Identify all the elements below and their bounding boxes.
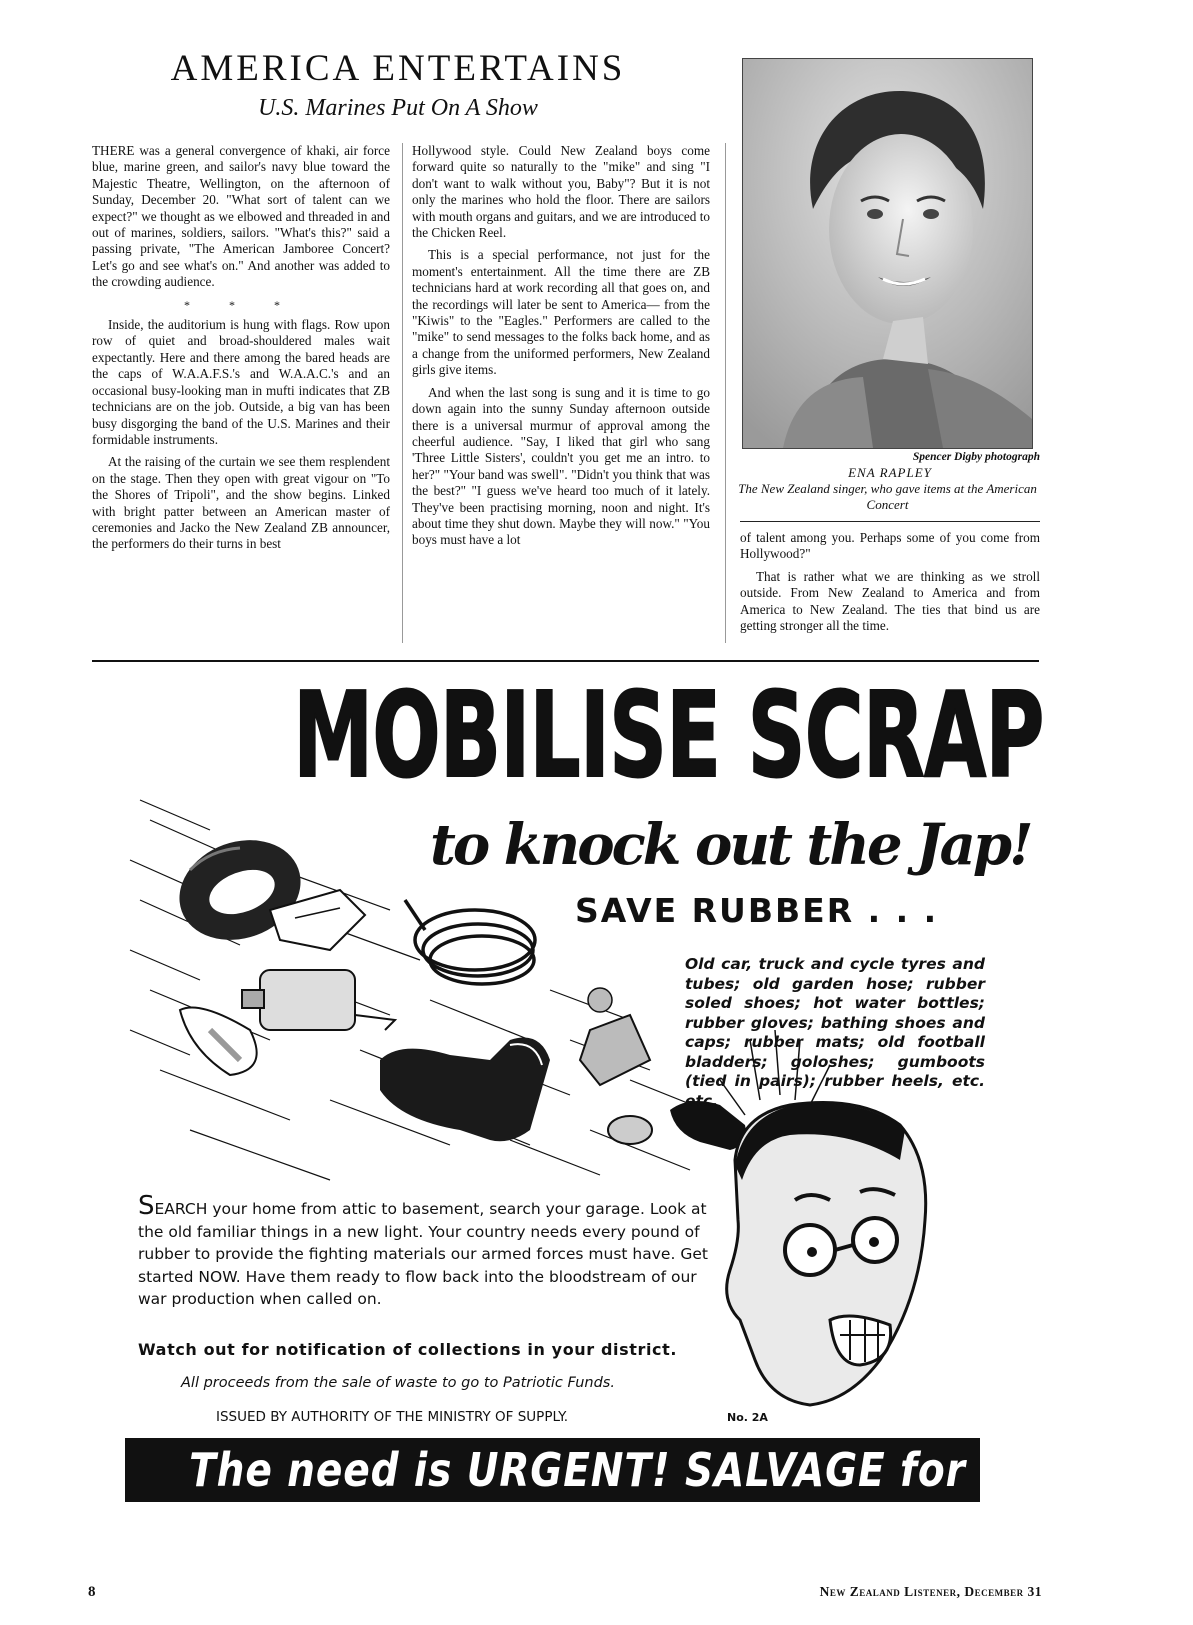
rubber-heel-icon — [608, 1116, 652, 1144]
caption-divider — [740, 521, 1040, 522]
article-paragraph: And when the last song is sung and it is time to go down again into the sunny Sunday afternoon outside there is a universal murmur of approval among the cheerful audience. "Say, I liked that girl who sang 'Three Little Sisters', couldn't you get me an intro. to her?" "Your band was swell". "Didn't you think that was the best?" "I guess we've heard too much of it lately. They've been practising morning, noon and night. It's about time they shut down. Maybe they will now." "You boys must have a lot — [412, 384, 710, 548]
portrait-illustration — [743, 59, 1032, 448]
ad-proceeds-note: All proceeds from the sale of waste to go to Patriotic Funds. — [181, 1375, 615, 1391]
column-divider — [725, 143, 726, 643]
article-paragraph: Inside, the auditorium is hung with flags. Row upon row of quiet and broad-shouldered males wait expectantly. Here and there among the bared heads are the caps of W.A.A.F.S.'s and W.A.A.C.'s and an occasional busy-looking man in mufti indicates that ZB technicians are on the job. Outside, a big van has been busy disgorging the band of the U.S. Marines and their formidable instruments. — [92, 317, 390, 447]
ad-body-initial: S — [138, 1191, 155, 1221]
hot-water-bottle-icon — [242, 970, 395, 1030]
section-separator: * * * — [184, 297, 298, 312]
ad-body-text — [138, 1191, 708, 1311]
page-number: 8 — [88, 1584, 96, 1600]
article-paragraph: That is rather what we are thinking as we stroll outside. From New Zealand to America and from America to New Zealand. The ties that bind us are getting stronger all the time. — [740, 568, 1040, 634]
ad-headline: MOBILISE SCRAP — [293, 666, 1044, 804]
photo-caption: The New Zealand singer, who gave items at the American Concert — [738, 481, 1037, 512]
football-bladder-icon — [588, 988, 612, 1012]
ad-save-rubber: SAVE RUBBER . . . — [575, 891, 939, 930]
photo-subject-name: ENA RAPLEY — [848, 465, 932, 480]
article-column-2 — [412, 143, 710, 555]
ad-watch-notice: Watch out for notification of collections in your district. — [138, 1340, 678, 1359]
ad-rubber-items-list: Old car, truck and cycle tyres and tubes; old garden hose; rubber soled shoes; hot water bottles; rubber gloves; bathing shoes and caps; rubber mats; old football bladders; goloshes; gumboots (tied in pairs); rubber heels, etc. etc. — [685, 955, 985, 1110]
article-paragraph: Hollywood style. Could New Zealand boys come forward quite so naturally to the "mike" and sing "I don't want to walk without you, Baby"? But it is not only the marines who hold the floor. There are sailors with mouth organs and guitars, and we are introduced to the Chicken Reel. — [412, 143, 710, 241]
article-paragraph: THERE was a general convergence of khaki, air force blue, marine green, and sailor's navy blue toward the Majestic Theatre, Wellington, on the afternoon of Sunday, December 20. "What sort of talent can we expect?" we thought as we elbowed and threaded in and out of marines, soldiers, sailors. "What's this?" said a passing private, "The American Jamboree Concert? Let's go and see what's on." And another was added to the crowding audience. — [92, 143, 390, 290]
caricature-head-icon — [727, 1103, 926, 1406]
photo-credit: Spencer Digby photograph — [912, 451, 1040, 463]
article-subheadline: U.S. Marines Put On A Show — [258, 95, 538, 121]
article-paragraph: of talent among you. Perhaps some of you come from Hollywood?" — [740, 530, 1040, 562]
ad-number: No. 2A — [727, 1411, 768, 1424]
ad-banner — [125, 1438, 1193, 1502]
ad-body-copy: EARCH your home from attic to basement, search your garage. Look at the old familiar things in a new light. Your country needs every pound of rubber to provide the fighting materials our armed forces must have. Get started NOW. Have them ready to flow back into the bloodstream of our war production when called on. — [138, 1200, 708, 1308]
publication-footer: New Zealand Listener, December 31 — [819, 1584, 1042, 1599]
article-column-3 — [740, 530, 1040, 640]
article-column-1 — [92, 143, 390, 559]
ad-issued-by: ISSUED BY AUTHORITY OF THE MINISTRY OF SUPPLY. — [216, 1409, 568, 1425]
portrait-photo — [742, 58, 1033, 449]
article-paragraph: This is a special performance, not just for the moment's entertainment. All the time there are ZB technicians hard at work recording all that goes on, and the recordings will later be sent to America— from the "Kiwis" to the "Eagles." Performers are called to the "mike" to send messages to the folks back home, and as a change from the uniformed performers, New Zealand girls give items. — [412, 247, 710, 378]
article-paragraph: At the raising of the curtain we see them resplendent on the stage. Then they open with great vigour on "To the Shores of Tripoli", and the show begins. Linked with bright patter between an American master of ceremonies and Jacko the New Zealand ZB announcer, the performers do their turns in best — [92, 454, 390, 552]
rubber-shoe-icon — [180, 1008, 257, 1076]
ad-banner-text: The need is URGENT! SALVAGE for VICTORY! — [189, 1443, 1193, 1497]
section-divider — [92, 660, 1039, 662]
ad-tagline: to knock out the Jap! — [430, 812, 1031, 878]
gumboot-icon — [380, 1038, 550, 1142]
article-headline: AMERICA ENTERTAINS — [170, 48, 626, 89]
column-divider — [402, 143, 403, 643]
bathing-cap-icon — [580, 1015, 650, 1085]
garden-hose-icon — [405, 900, 535, 984]
